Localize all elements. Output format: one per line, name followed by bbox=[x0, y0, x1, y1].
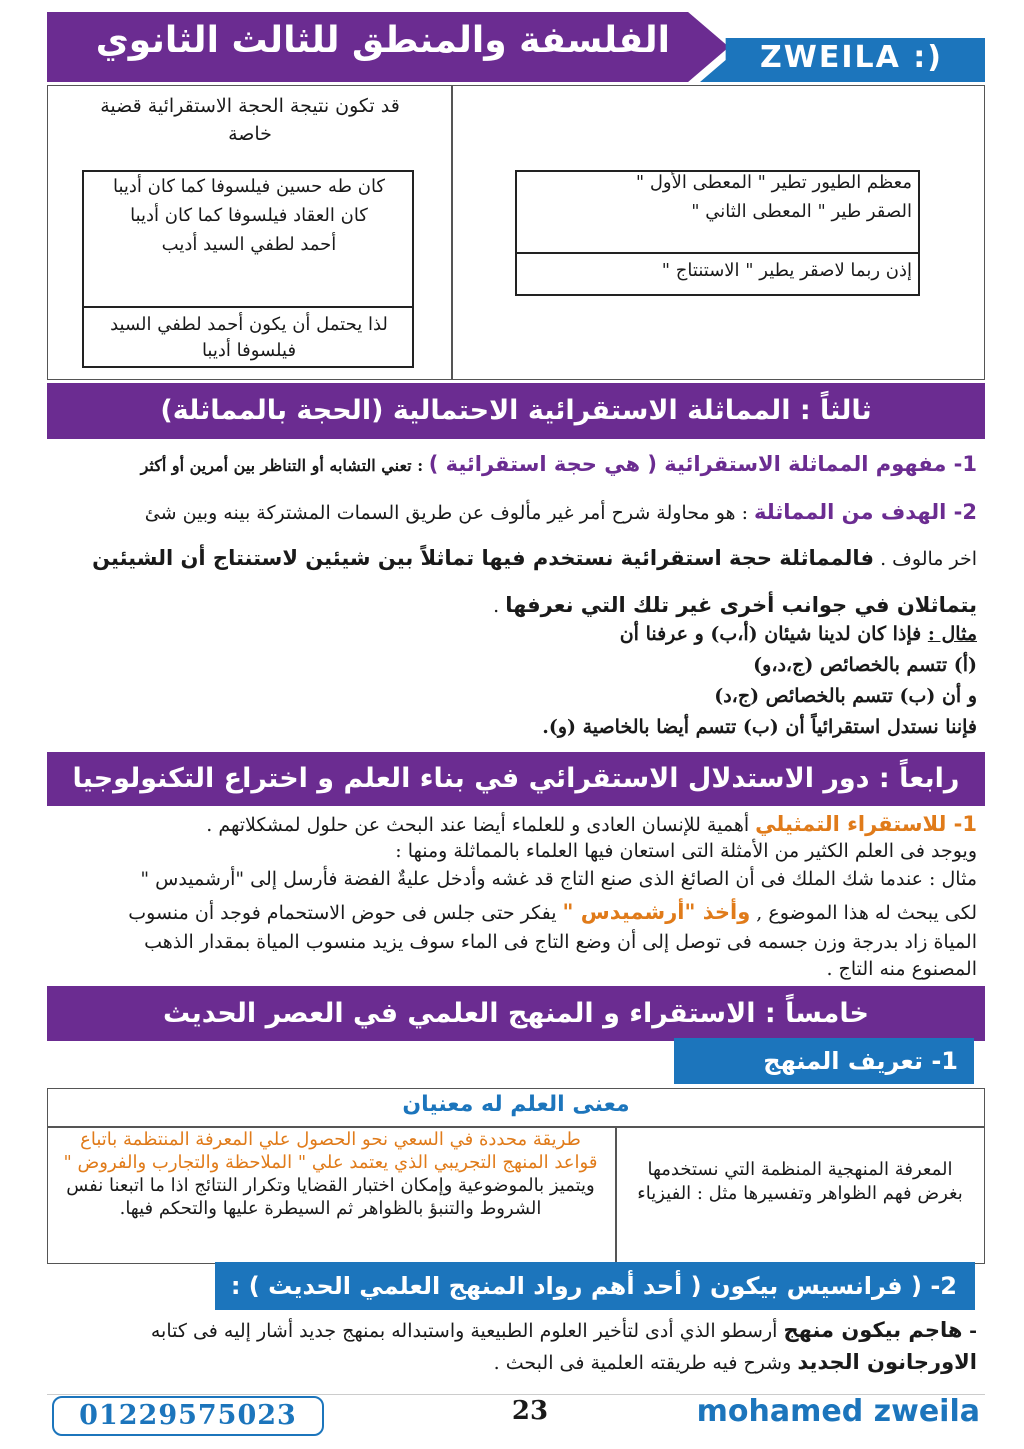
scientific-method-definition-title: 1- تعريف المنهج العلمي : bbox=[763, 1047, 958, 1121]
premise-line: كان العقاد فيلسوفا كما كان أديبا bbox=[130, 205, 368, 226]
birds-conclusion: إذن ربما لاصقر يطير " الاستنتاج " bbox=[661, 260, 912, 281]
representative-induction-line bbox=[206, 812, 977, 836]
analogy-definition-bold2: يتماثلان في جوانب أخرى غير تلك التي نعرفها bbox=[505, 593, 977, 617]
bacon-attack: هاجم بيكون منهج bbox=[783, 1318, 963, 1342]
top-box-divider bbox=[451, 85, 453, 380]
archimedes-line2-a: لكى يبحث له هذا الموضوع , bbox=[750, 902, 977, 924]
archimedes-line2 bbox=[128, 900, 977, 924]
science-meaning-second-highlight: طريقة محددة في السعي نحو الحصول علي المعرفة المنتظمة باتباع قواعد المنهج التجريبي الذي يعتمد علي " الملاحظة والتجارب والفروض " bbox=[63, 1129, 598, 1173]
bacon-line1-text: أرسطو الذي أدى لتأخير العلوم الطبيعية واستبداله بمنهج جديد أشار إليه فى كتابه bbox=[150, 1320, 784, 1342]
archimedes-name: وأخذ "أرشميدس " bbox=[562, 900, 751, 924]
bacon-banner bbox=[215, 1262, 975, 1310]
special-conclusion-caption: قد تكون نتيجة الحجة الاستقرائية قضية خاصة bbox=[100, 95, 400, 145]
birds-box-separator bbox=[515, 252, 920, 254]
phone-number: 01229575023 bbox=[52, 1396, 324, 1436]
premise-line: كان طه حسين فيلسوفا كما كان أديبا bbox=[112, 176, 385, 197]
representative-induction-label: 1- للاستقراء التمثيلي bbox=[755, 812, 977, 836]
archimedes-line4: المصنوع منه التاج . bbox=[826, 958, 977, 980]
section3-banner bbox=[47, 383, 985, 439]
analogy-concept-line bbox=[141, 452, 977, 476]
science-meaning-first: المعرفة المنهجية المنظمة التي نستخدمها بغرض فهم الظواهر وتفسيرها مثل : الفيزياء bbox=[637, 1159, 963, 1204]
analogy-goal-label: 2- الهدف من المماثلة bbox=[754, 500, 977, 524]
section3-title: ثالثاً : المماثلة الاستقرائية الاحتمالية (الحجة بالمماثلة) bbox=[160, 395, 872, 426]
bacon-title: 2- ( فرانسيس بيكون ( أحد أهم رواد المنهج العلمي الحديث ) : bbox=[230, 1272, 957, 1300]
analogy-goal-line bbox=[145, 500, 977, 524]
science-meaning-second bbox=[58, 1128, 603, 1220]
analogy-definition-tail: . bbox=[493, 595, 506, 617]
example-a: (أ) تتسم بالخصائص (ج،د،و) bbox=[753, 654, 977, 676]
bacon-dash: - bbox=[962, 1320, 977, 1342]
novum-organum: الاورجانون الجديد bbox=[797, 1350, 977, 1374]
archimedes-line1: مثال : عندما شك الملك فى أن الصائغ الذى صنع التاج قد غشه وأدخل عليةٌ الفضة فأرسل إلى "أرشميدس " bbox=[140, 868, 977, 890]
analogy-definition-bold: فالمماثلة حجة استقرائية نستخدم فيها تماثلاً بين شيئين لاستنتاج أن الشيئين bbox=[92, 546, 875, 570]
example-b: و أن (ب) تتسم بالخصائص (ج،د) bbox=[714, 685, 977, 707]
page-title: الفلسفة والمنطق للثالث الثانوي bbox=[95, 20, 670, 61]
representative-induction-text: أهمية للإنسان العادى و للعلماء أيضا عند البحث عن حلول لمشكلاتهم . bbox=[206, 814, 756, 836]
archimedes-line2-c: يفكر حتى جلس فى حوض الاستحمام فوجد أن منسوب bbox=[128, 902, 563, 924]
example-c: فإننا نستدل استقرائياً أن (ب) تتسم أيضا بالخاصية (و). bbox=[542, 716, 977, 738]
analogy-definition-line2 bbox=[493, 593, 977, 617]
first-premise: معظم الطيور تطير " المعطى الأول " bbox=[635, 172, 912, 193]
example-text: فإذا كان لدينا شيئان (أ،ب) و عرفنا أن bbox=[619, 623, 928, 645]
table-column-separator bbox=[615, 1126, 617, 1264]
premise-line: أحمد لطفي السيد أديب bbox=[161, 234, 337, 255]
science-examples-line: ويوجد فى العلم الكثير من الأمثلة التى استعان فيها العلماء بالمماثلة ومنها : bbox=[395, 840, 977, 862]
analogy-concept-label: 1- مفهوم المماثلة الاستقرائية ( هي حجة استقرائية ) bbox=[428, 452, 977, 476]
brand-logo-text: ZWEILA :) bbox=[760, 40, 943, 75]
section5-banner bbox=[47, 986, 985, 1041]
author-name: mohamed zweila bbox=[696, 1394, 980, 1429]
bacon-line2-text: وشرح فيه طريقته العلمية فى البحث . bbox=[493, 1352, 798, 1374]
section5-title: خامساً : الاستقراء و المنهج العلمي في العصر الحديث bbox=[163, 998, 869, 1029]
section4-banner bbox=[47, 752, 985, 806]
example-label: مثال : bbox=[927, 623, 977, 645]
scientific-method-definition-banner bbox=[674, 1038, 974, 1121]
analogy-goal-text: : هو محاولة شرح أمر غير مألوف عن طريق السمات المشتركة بينه وبين شئ bbox=[144, 502, 755, 524]
page-number: 23 bbox=[511, 1396, 549, 1426]
philosopher-conclusion: لذا يحتمل أن يكون أحمد لطفي السيد فيلسوفا أديبا bbox=[110, 314, 388, 361]
bacon-line1 bbox=[151, 1318, 977, 1342]
archimedes-line3: المياة زاد بدرجة وزن جسمه فى توصل إلى أن وضع التاج فى الماء سوف يزيد منسوب المياة بمقدار الذهب bbox=[144, 931, 977, 953]
section4-title: رابعاً : دور الاستدلال الاستقرائي في بناء العلم و اختراع التكنولوجيا bbox=[72, 763, 960, 794]
second-premise: الصقر طير " المعطى الثاني " bbox=[691, 201, 912, 222]
philosopher-premises bbox=[90, 172, 408, 259]
science-meaning-second-rest: ويتميز بالموضوعية وإمكان اختبار القضايا وتكرار النتائج اذا ما اتبعنا نفس الشروط والتنبؤ بالظواهر ثم السيطرة عليها والتحكم فيها. bbox=[66, 1175, 595, 1219]
analogy-definition-plain: اخر مالوف . bbox=[874, 548, 977, 570]
example-line bbox=[620, 623, 977, 645]
bacon-line2 bbox=[494, 1350, 977, 1374]
table-header: معنى العلم له معنيان bbox=[402, 1092, 630, 1117]
analogy-definition-line bbox=[92, 546, 977, 570]
analogy-concept-text: : تعني التشابه أو التناظر بين أمرين أو أكثر bbox=[140, 456, 429, 475]
